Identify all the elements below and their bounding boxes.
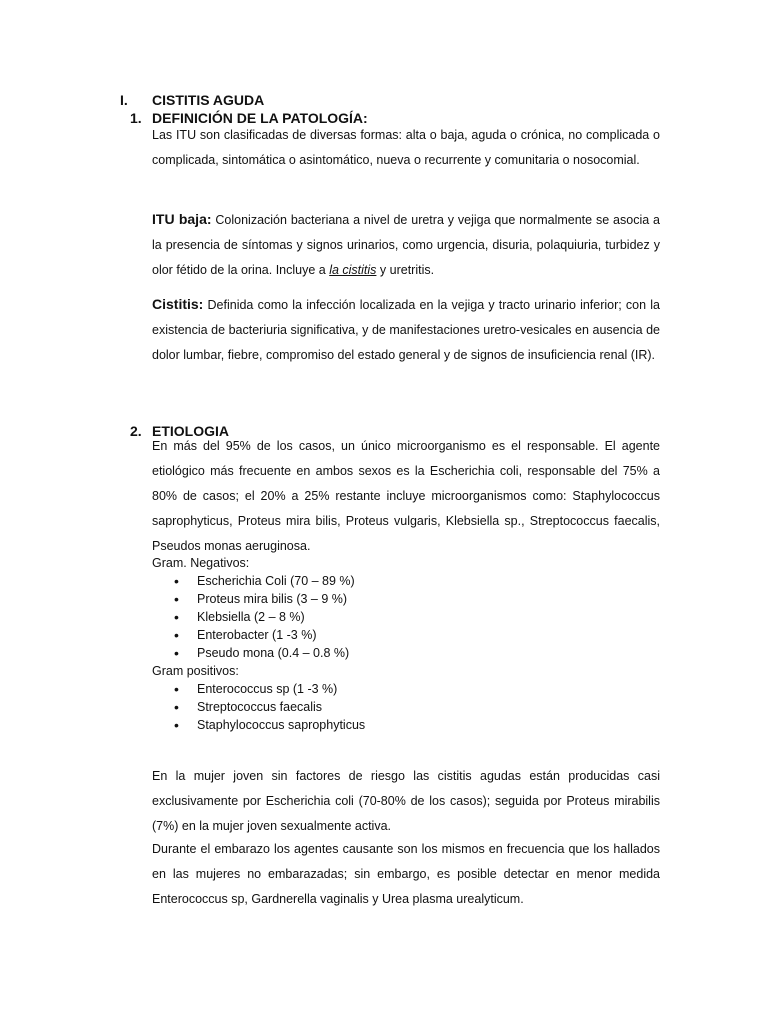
intro-paragraph: Las ITU son clasificadas de diversas formas: alta o baja, aguda o crónica, no complicada o complicada, sintomática o asintomático, nueva o recurrente y comunitaria o nosocomial. — [152, 128, 660, 167]
list-item: • Enterobacter (1 -3 %) — [172, 626, 355, 644]
list-item: • Proteus mira bilis (3 – 9 %) — [172, 590, 355, 608]
gram-positivos-list — [172, 680, 365, 734]
gram-positivos-label: Gram positivos: — [152, 664, 239, 678]
itu-baja-label: ITU baja: — [152, 211, 212, 227]
cistitis-paragraph — [152, 292, 660, 368]
cistitis-label: Cistitis: — [152, 296, 204, 312]
mujer-joven-paragraph: En la mujer joven sin factores de riesgo las cistitis agudas están producidas casi exclusivamente por Escherichia coli (70-80% de los casos); seguida por Proteus mirabilis (7%) en la mujer joven sexualmente activa. — [152, 769, 660, 833]
etiologia-paragraph: En más del 95% de los casos, un único microorganismo es el responsable. El agente etiológico más frecuente en ambos sexos es la Escherichia coli, responsable del 75% a 80% de casos; el 20% a 25% restante incluye microorganismos como: Staphylococcus saprophyticus, Proteus mira bilis, Proteus vulgaris, Klebsiella sp., Streptococcus faecalis, Pseudos monas aeruginosa. — [152, 439, 660, 553]
itu-baja-end: y uretritis. — [376, 263, 435, 277]
section-title: CISTITIS AGUDA — [152, 92, 265, 108]
list-item: • Klebsiella (2 – 8 %) — [172, 608, 355, 626]
section-numeral: I. — [120, 92, 128, 108]
itu-baja-paragraph — [152, 207, 660, 283]
list-item: • Staphylococcus saprophyticus — [172, 716, 365, 734]
subsection-1-title: DEFINICIÓN DE LA PATOLOGÍA: — [152, 110, 368, 126]
subsection-2-title: ETIOLOGIA — [152, 423, 229, 439]
list-item: • Escherichia Coli (70 – 89 %) — [172, 572, 355, 590]
subsection-1-number: 1. — [130, 110, 142, 126]
embarazo-paragraph: Durante el embarazo los agentes causante son los mismos en frecuencia que los hallados en las mujeres no embarazadas; sin embargo, es posible detectar en menor medida Enterococcus sp, Gardnerella vaginalis y Urea plasma urealyticum. — [152, 842, 660, 906]
subsection-2-number: 2. — [130, 423, 142, 439]
gram-negativos-list — [172, 572, 355, 662]
la-cistitis-link: la cistitis — [329, 263, 377, 277]
itu-baja-text: Colonización bacteriana a nivel de uretra y vejiga que normalmente se asocia a la presencia de síntomas y signos urinarios, como urgencia, disuria, polaquiuria, turbidez y olor fétido de la orina. Incluye a — [152, 213, 660, 277]
cistitis-text: Definida como la infección localizada en la vejiga y tracto urinario inferior; con la existencia de bacteriuria significativa, y de manifestaciones uretro-vesicales en ausencia de dolor lumbar, fiebre, compromiso del estado general y de signos de insuficiencia renal (IR). — [152, 298, 660, 362]
list-item: • Pseudo mona (0.4 – 0.8 %) — [172, 644, 355, 662]
list-item: • Enterococcus sp (1 -3 %) — [172, 680, 365, 698]
list-item: • Streptococcus faecalis — [172, 698, 365, 716]
gram-negativos-label: Gram. Negativos: — [152, 556, 250, 570]
